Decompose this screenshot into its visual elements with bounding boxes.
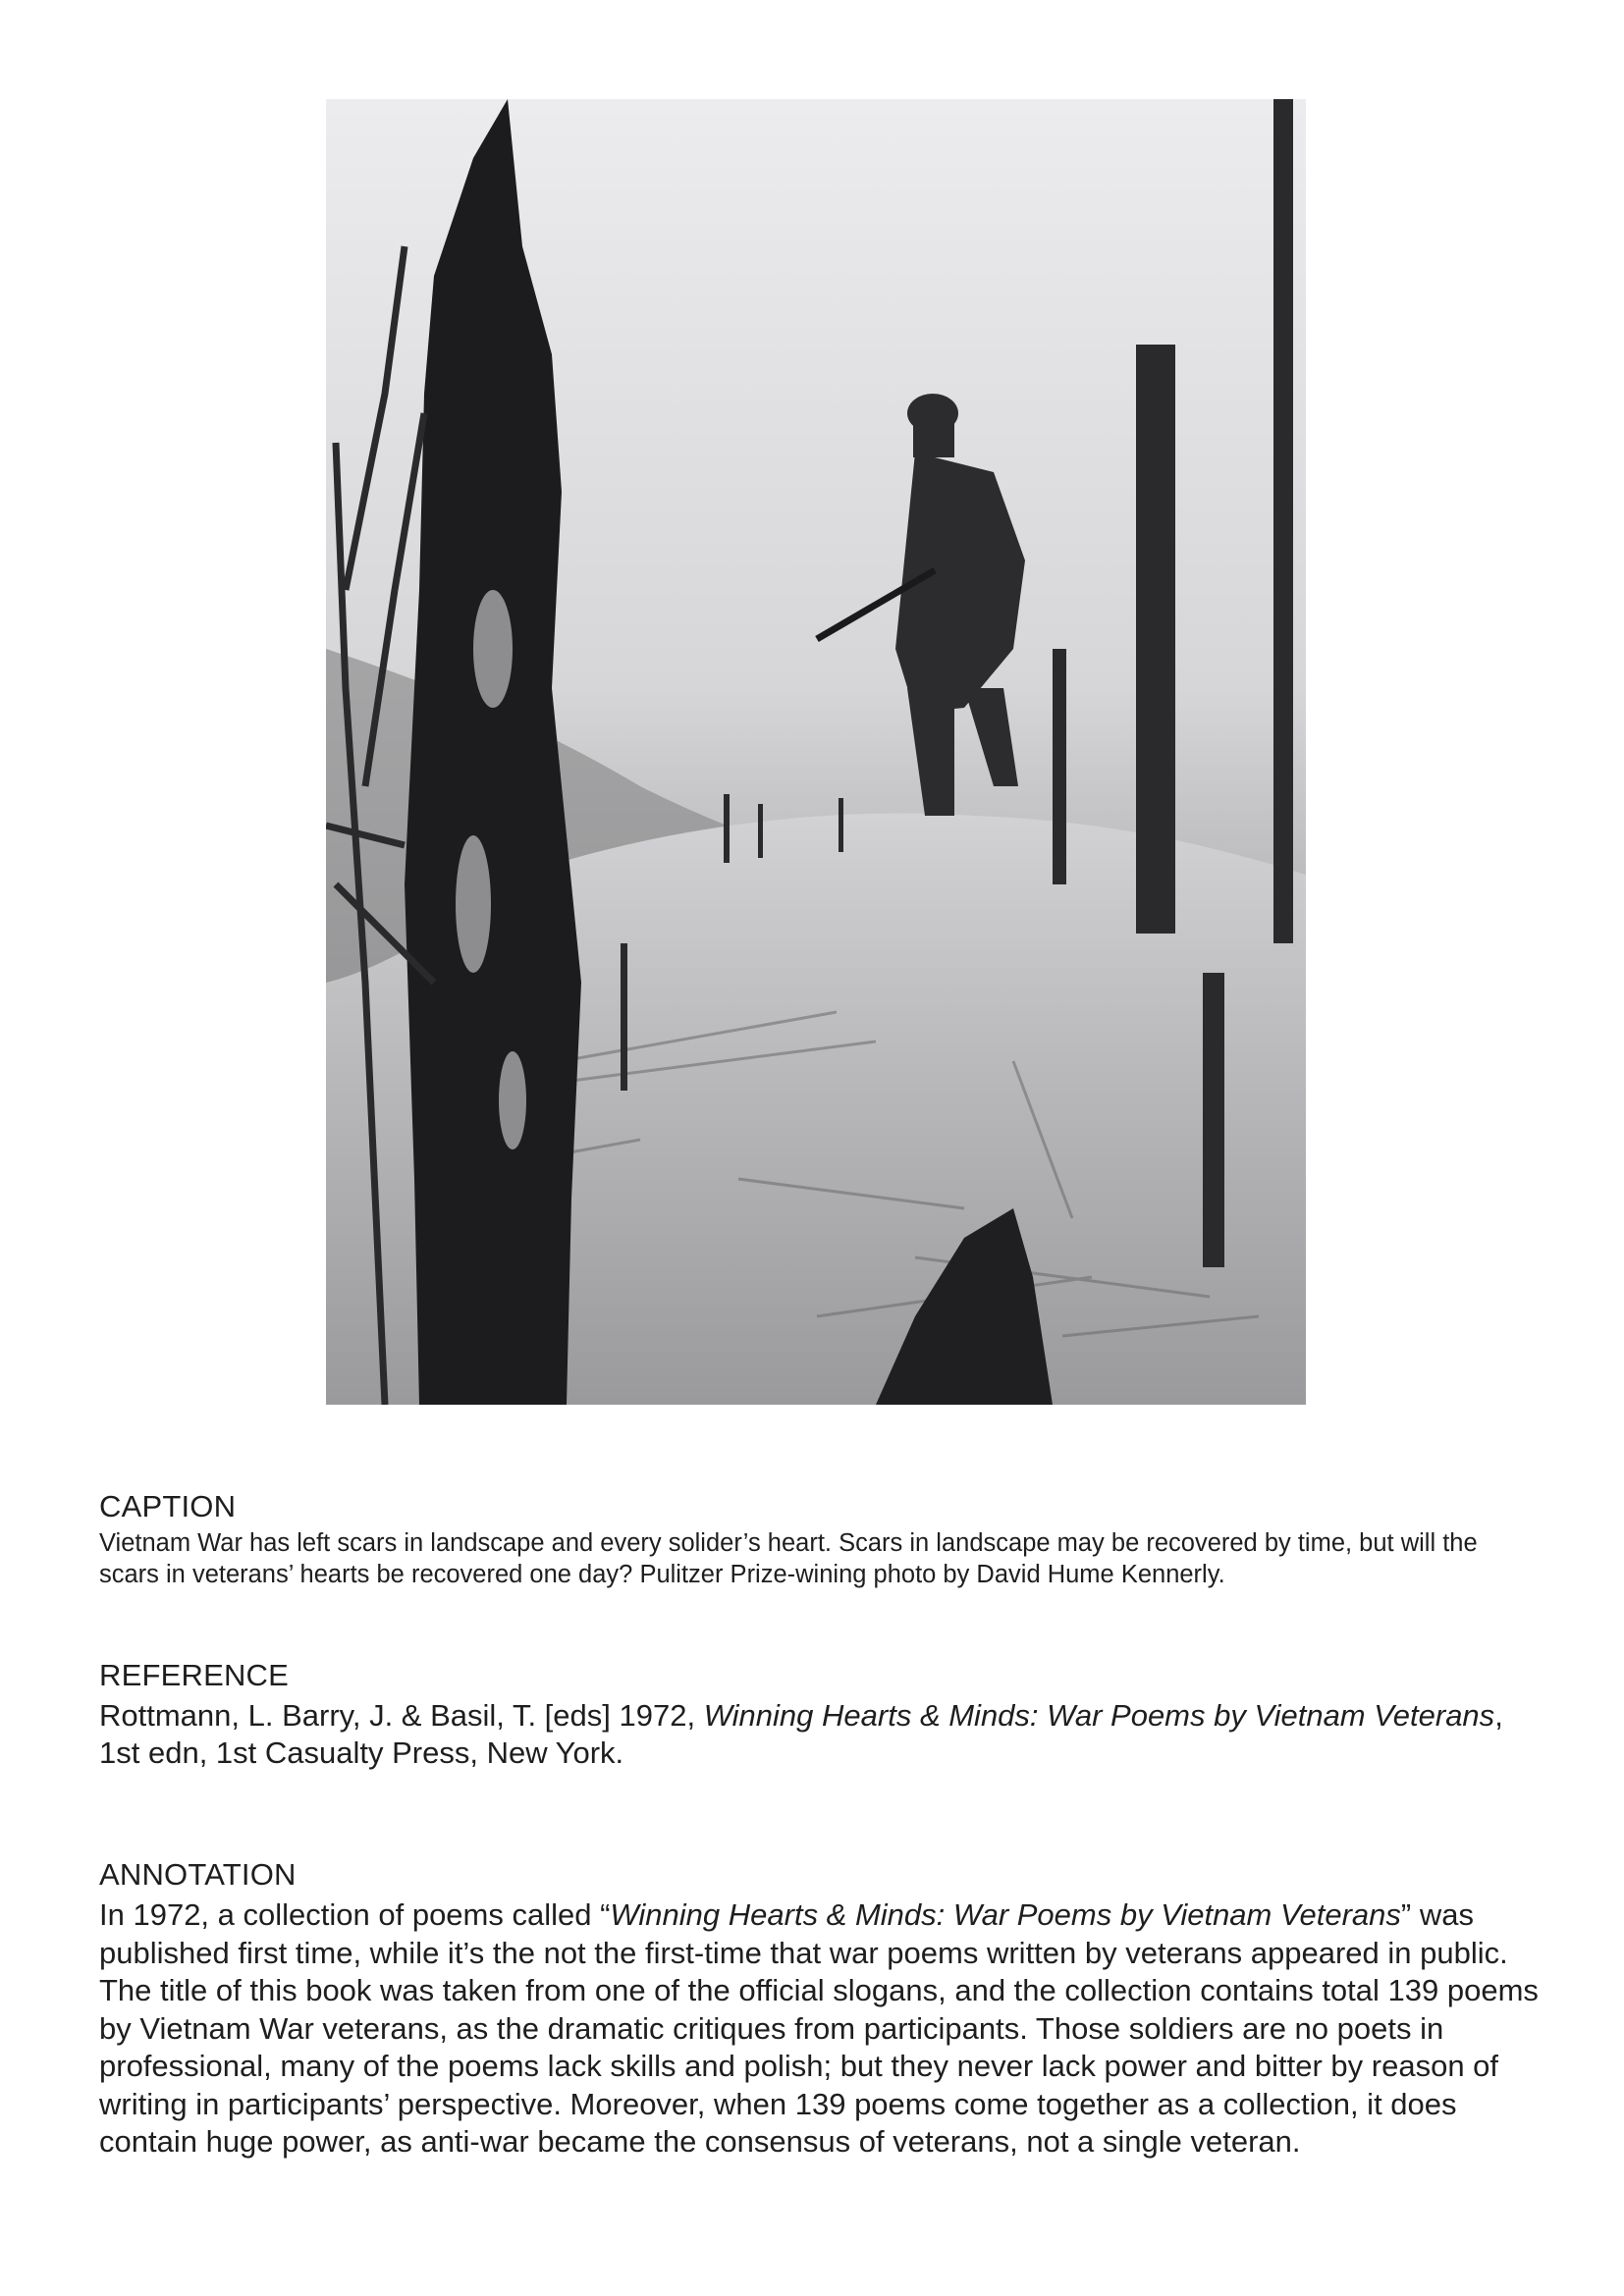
photo-illustration	[326, 99, 1306, 1405]
annotation-heading: ANNOTATION	[99, 1857, 297, 1892]
annotation-body: ” was published first time, while it’s the not the first-time that war poems written by veterans appeared in public. The title of this book was taken from one of the official slogans, and the collection contains total 139 poems by Vietnam War veterans, as the dramatic critiques from participants. Those soldiers are no poets in professional, many of the poems lack skills and polish; but they never lack power and bitter by reason of writing in participants’ perspective. Moreover, when 139 poems come together as a collection, it does contain huge power, as anti-war became the consensus of veterans, not a single veteran.	[99, 1897, 1539, 2159]
reference-authors: Rottmann, L. Barry, J. & Basil, T. [eds] 1972,	[99, 1698, 704, 1733]
reference-publication: , 1st edn, 1st Casualty Press, New York.	[99, 1698, 1503, 1770]
caption-text: Vietnam War has left scars in landscape and every solider’s heart. Scars in landscape may be recovered by time, but will the scars in veterans’ hearts be recovered one day? Pulitzer Prize-wining photo by David Hume Kennerly.	[99, 1529, 1478, 1588]
caption-section	[99, 1489, 1543, 1590]
annotation-section	[99, 1857, 1543, 2162]
annotation-book-title: Winning Hearts & Minds: War Poems by Vietnam Veterans	[610, 1897, 1401, 1932]
annotation-text	[99, 1896, 1543, 2162]
caption-heading: CAPTION	[99, 1489, 237, 1523]
war-photo	[326, 99, 1306, 1405]
reference-citation	[99, 1697, 1543, 1772]
reference-section	[99, 1658, 1543, 1772]
reference-book-title: Winning Hearts & Minds: War Poems by Vietnam Veterans	[703, 1698, 1495, 1733]
annotation-intro: In 1972, a collection of poems called “	[99, 1897, 611, 1932]
reference-heading: REFERENCE	[99, 1658, 289, 1692]
